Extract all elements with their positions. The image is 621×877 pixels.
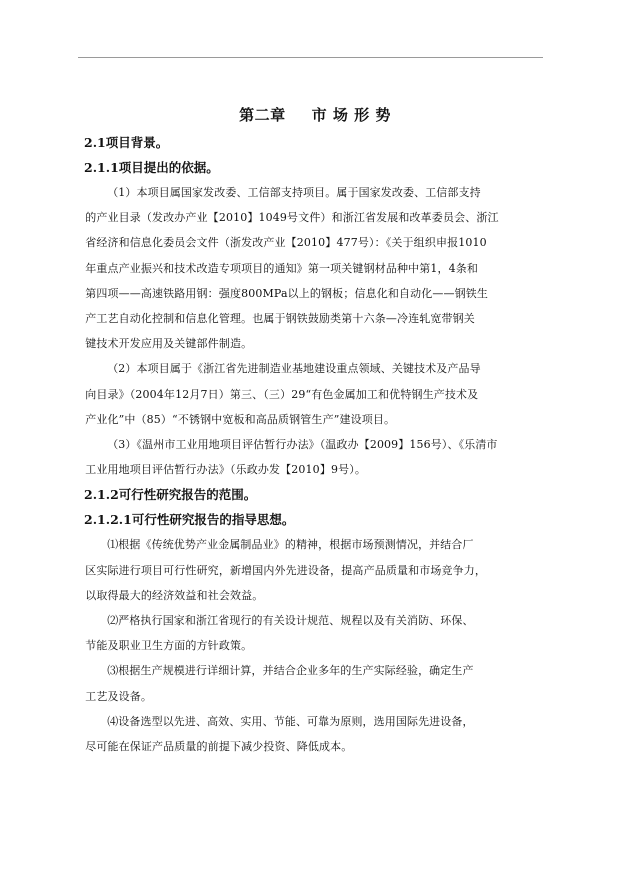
text-line: 键技术开发应用及关键部件制造。	[85, 337, 253, 351]
text-line: 向目录》（2004年12月7日）第三、（三）29“有色金属加工和优特钢生产技术及	[85, 387, 479, 401]
section-heading-2-1-1: 2.1.1项目提出的依据。	[84, 160, 219, 175]
chapter-name: 市 场 形 势	[311, 106, 391, 124]
text-line: ⑴根据《传统优势产业金属制品业》的精神，根据市场预测情况，并结合厂	[107, 538, 474, 552]
text-line: 区实际进行项目可行性研究，新增国内外先进设备，提高产品质量和市场竞争力，	[85, 563, 487, 577]
text-line: （3）《温州市工业用地项目评估暂行办法》（温政办【2009】156号）、《乐清市	[107, 438, 498, 452]
paragraph-basis-2	[84, 356, 546, 432]
text-line: 工艺及设备。	[85, 689, 153, 703]
text-line: （2）本项目属于《浙江省先进制造业基地建设重点领域、关键技术及产品导	[107, 362, 481, 376]
text-line: 年重点产业振兴和技术改造专项项目的通知》第一项关键钢材品种中第1，4条和	[85, 261, 479, 275]
paragraph-basis-1	[84, 180, 546, 356]
chapter-number: 第二章	[239, 106, 286, 124]
paragraph-guideline-3	[84, 658, 546, 708]
section-heading-2-1: 2.1项目背景。	[84, 135, 169, 150]
paragraph-guideline-2	[84, 608, 546, 658]
text-line: 第四项——高速铁路用钢：强度800MPa以上的钢板；信息化和自动化——钢铁生	[85, 286, 489, 300]
text-line: 节能及职业卫生方面的方针政策。	[85, 639, 253, 653]
document-page	[84, 103, 546, 759]
paragraph-guideline-4	[84, 709, 546, 759]
section-heading-2-1-2-1: 2.1.2.1可行性研究报告的指导思想。	[84, 512, 295, 528]
paragraph-guideline-1	[84, 532, 546, 608]
text-line: 工业用地项目评估暂行办法》（乐政办发【2010】9号）。	[85, 463, 366, 477]
text-line: 以取得最大的经济效益和社会效益。	[85, 588, 264, 602]
text-line: ⑶根据生产规模进行详细计算，并结合企业多年的生产实际经验，确定生产	[107, 664, 474, 678]
text-line: 尽可能在保证产品质量的前提下减少投资、降低成本。	[85, 740, 353, 754]
text-line: 产工艺自动化控制和信息化管理。也属于钢铁鼓励类第十六条—冷连轧宽带钢关	[85, 312, 475, 326]
chapter-title	[84, 103, 546, 127]
text-line: 产业化”中（85）“不锈钢中宽板和高品质钢管生产”建设项目。	[85, 412, 396, 426]
text-line: ⑵严格执行国家和浙江省现行的有关设计规范、规程以及有关消防、环保、	[107, 614, 474, 628]
text-line: 省经济和信息化委员会文件（浙发改产业【2010】477号）：《关于组织申报1010	[85, 236, 487, 250]
text-line: （1）本项目属国家发改委、工信部支持项目。属于国家发改委、工信部支持	[107, 186, 481, 199]
section-heading-2-1-2: 2.1.2可行性研究报告的范围。	[84, 487, 257, 503]
paragraph-basis-3	[84, 432, 546, 482]
text-line: 的产业目录（发改办产业【2010】1049号文件）和浙江省发展和改革委员会、浙江	[85, 211, 499, 225]
text-line: ⑷设备选型以先进、高效、实用、节能、可靠为原则，选用国际先进设备，	[107, 714, 474, 728]
header-rule	[78, 57, 543, 58]
